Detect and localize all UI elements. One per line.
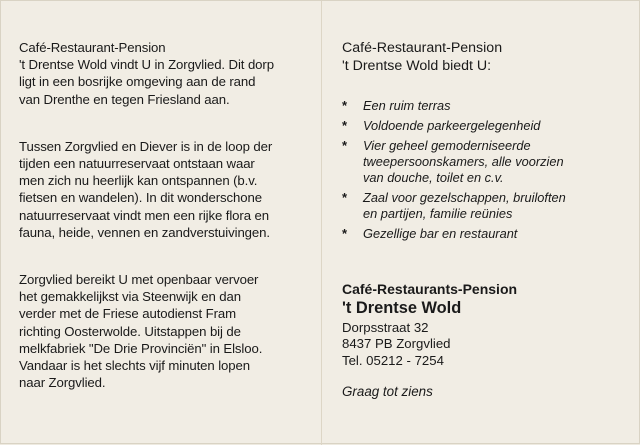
directions-paragraph: Zorgvlied bereikt U met openbaar vervoer het gemakkelijkst via Steenwijk en dan verder met de Friese autodienst Fram richting Oosterwolde. Uitstappen bij de melkfabriek "De Drie Provinciën" in Elsloo. Vandaar is het slechts vijf minuten lopen naar Zorgvlied.	[19, 272, 263, 391]
list-item: * Vier geheel gemoderniseerde tweepersoonskamers, alle voorzien van douche, toilet en c.v.	[342, 138, 564, 185]
asterisk-icon: *	[342, 190, 348, 206]
intro-paragraph: Café-Restaurant-Pension 't Drentse Wold vindt U in Zorgvlied. Dit dorp ligt in een bosrijke omgeving aan de rand van Drenthe en tegen Friesland aan.	[19, 40, 274, 107]
list-item: * Zaal voor gezelschappen, bruiloften en partijen, familie reünies	[342, 190, 566, 221]
asterisk-icon: *	[342, 225, 348, 241]
business-name-large: 't Drentse Wold	[342, 298, 462, 317]
right-column	[342, 39, 632, 401]
contact-block	[342, 280, 632, 401]
asterisk-icon: *	[342, 98, 348, 113]
asterisk-icon: *	[342, 118, 348, 134]
asterisk-icon: *	[342, 138, 348, 154]
nature-paragraph: Tussen Zorgvlied en Diever is in de loop der tijden een natuurreservaat ontstaan waar men zich nu heerlijk kan ontspannen (b.v. fietsen en wandelen). In dit wonderschone natuurreservaat vindt men een rijke flora en fauna, heide, vennen en zandverstuivingen.	[19, 138, 273, 240]
left-column	[19, 39, 311, 391]
business-name: Café-Restaurants-Pension	[342, 280, 518, 297]
feature-list	[342, 98, 632, 242]
list-item: * Een ruim terras	[342, 98, 451, 113]
greeting: Graag tot ziens	[342, 384, 433, 400]
list-item: * Voldoende parkeergelegenheid	[342, 118, 541, 134]
street-address: Dorpsstraat 32	[342, 319, 429, 335]
offer-heading: Café-Restaurant-Pension 't Drentse Wold biedt U:	[342, 40, 503, 74]
postal-city: 8437 PB Zorgvlied	[342, 336, 451, 352]
list-item: * Gezellige bar en restaurant	[342, 225, 518, 241]
phone-number: Tel. 05212 - 7254	[342, 353, 444, 369]
fold-line	[321, 1, 322, 445]
